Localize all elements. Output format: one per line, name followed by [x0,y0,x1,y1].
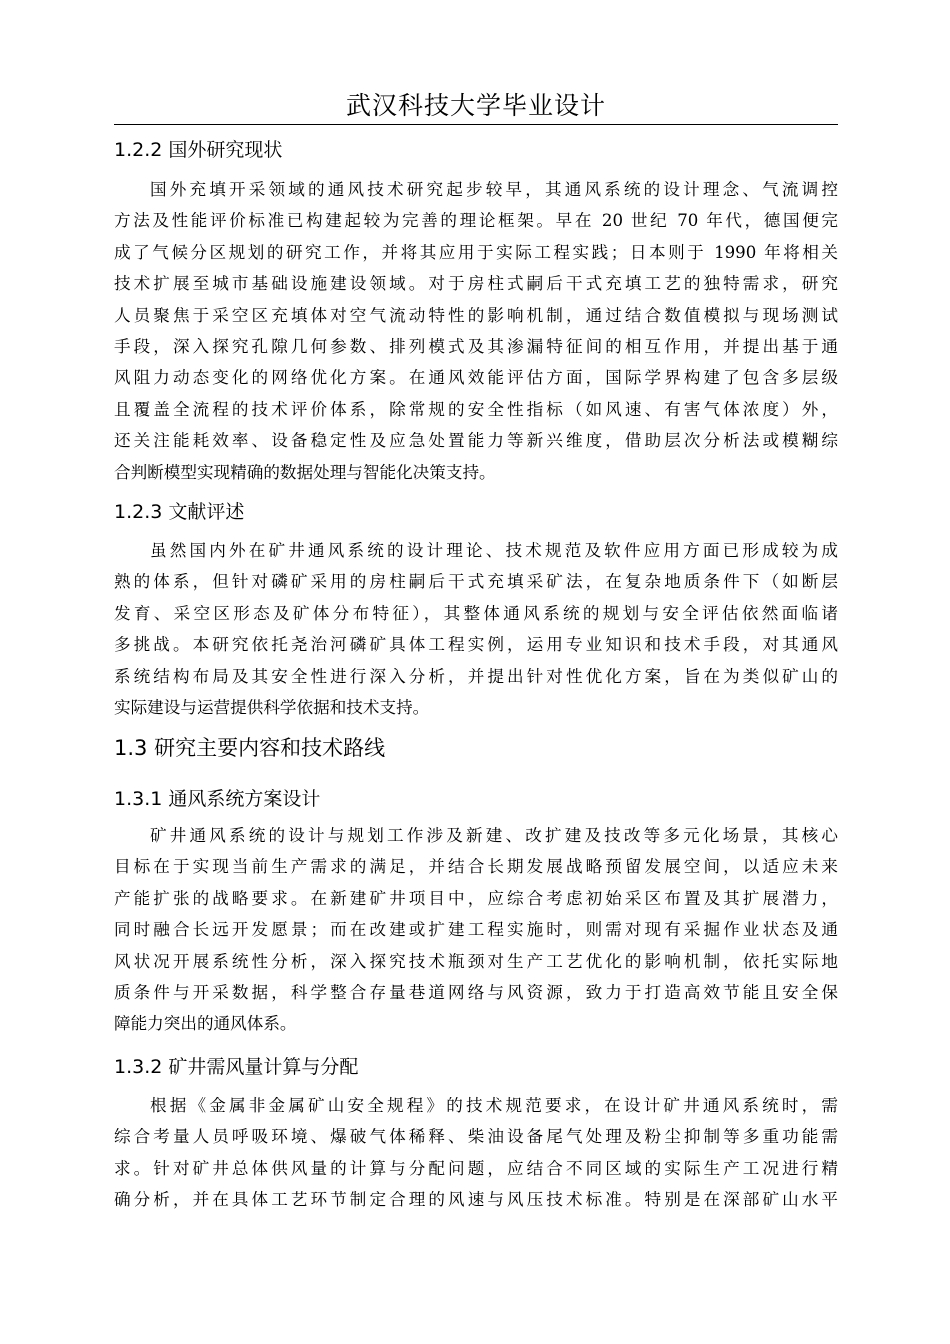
paragraph-1-3-1 [114,820,838,1040]
paragraph-line: 根据《金属非金属矿山安全规程》的技术规范要求，在设计矿井通风系统时，需 [150,1096,838,1115]
paragraph-line: 障能力突出的通风体系。 [114,1014,297,1034]
paragraph-line: 人员聚焦于采空区充填体对空气流动特性的影响机制，通过结合数值模拟与现场测试 [114,305,838,325]
paragraph-1-2-3 [114,535,838,723]
paragraph-line: 国外充填开采领域的通风技术研究起步较早，其通风系统的设计理念、气流调控 [150,180,838,199]
paragraph-line: 成了气候分区规划的研究工作，并将其应用于实际工程实践；日本则于 1990 年将相关 [114,242,838,262]
heading-1-2-3: 1.2.3 文献评述 [114,501,245,523]
page-header-title: 武汉科技大学毕业设计 [345,91,606,120]
paragraph-line: 目标在于实现当前生产需求的满足，并结合长期发展战略预留发展空间，以适应未来 [114,857,838,877]
paragraph-line: 手段，深入探究孔隙几何参数、排列模式及其渗漏特征间的相互作用，并提出基于通 [114,336,838,356]
paragraph-line: 且覆盖全流程的技术评价体系，除常规的安全性指标（如风速、有害气体浓度）外， [114,399,838,419]
paragraph-line: 质条件与开采数据，科学整合存量巷道网络与风资源，致力于打造高效节能且安全保 [114,982,838,1002]
paragraph-line: 合判断模型实现精确的数据处理与智能化决策支持。 [114,462,496,482]
paragraph-line: 系统结构布局及其安全性进行深入分析，并提出针对性优化方案，旨在为类似矿山的 [114,666,838,686]
paragraph-line: 产能扩张的战略要求。在新建矿井项目中，应综合考虑初始采区布置及其扩展潜力， [114,888,838,908]
paragraph-line: 求。针对矿井总体供风量的计算与分配问题，应结合不同区域的实际生产工况进行精 [114,1158,838,1178]
paragraph-line: 综合考量人员呼吸环境、爆破气体稀释、柴油设备尾气处理及粉尘抑制等多重功能需 [114,1127,838,1147]
paragraph-line: 多挑战。本研究依托尧治河磷矿具体工程实例，运用专业知识和技术手段，对其通风 [114,635,838,655]
paragraph-line: 同时融合长远开发愿景；而在改建或扩建工程实施时，则需对现有采掘作业状态及通 [114,920,838,940]
header-rule [114,124,838,125]
paragraph-line: 确分析，并在具体工艺环节制定合理的风速与风压技术标准。特别是在深部矿山水平 [114,1190,838,1210]
paragraph-line: 还关注能耗效率、设备稳定性及应急处置能力等新兴维度，借助层次分析法或模糊综 [114,431,838,451]
paragraph-line: 风阻力动态变化的网络优化方案。在通风效能评估方面，国际学界构建了包含多层级 [114,368,838,388]
paragraph-line: 熟的体系，但针对磷矿采用的房柱嗣后干式充填采矿法，在复杂地质条件下（如断层 [114,572,838,592]
paragraph-line: 技术扩展至城市基础设施建设领域。对于房柱式嗣后干式充填工艺的独特需求，研究 [114,274,838,294]
paragraph-line: 矿井通风系统的设计与规划工作涉及新建、改扩建及技改等多元化场景，其核心 [150,826,838,845]
paragraph-1-2-2 [114,174,838,488]
heading-1-2-2: 1.2.2 国外研究现状 [114,139,283,161]
paragraph-line: 实际建设与运营提供科学依据和技术支持。 [114,697,430,717]
paragraph-line: 虽然国内外在矿井通风系统的设计理论、技术规范及软件应用方面已形成较为成 [150,541,838,560]
heading-1-3-2: 1.3.2 矿井需风量计算与分配 [114,1056,359,1078]
heading-1-3: 1.3 研究主要内容和技术路线 [114,736,386,760]
heading-1-3-1: 1.3.1 通风系统方案设计 [114,788,321,810]
paragraph-line: 发育、采空区形态及矿体分布特征），其整体通风系统的规划与安全评估依然面临诸 [114,603,838,623]
paragraph-line: 风状况开展系统性分析，深入探究技术瓶颈对生产工艺优化的影响机制，依托实际地 [114,951,838,971]
paragraph-line: 方法及性能评价标准已构建起较为完善的理论框架。早在 20 世纪 70 年代，德国便完 [114,211,838,231]
paragraph-1-3-2 [114,1090,838,1216]
